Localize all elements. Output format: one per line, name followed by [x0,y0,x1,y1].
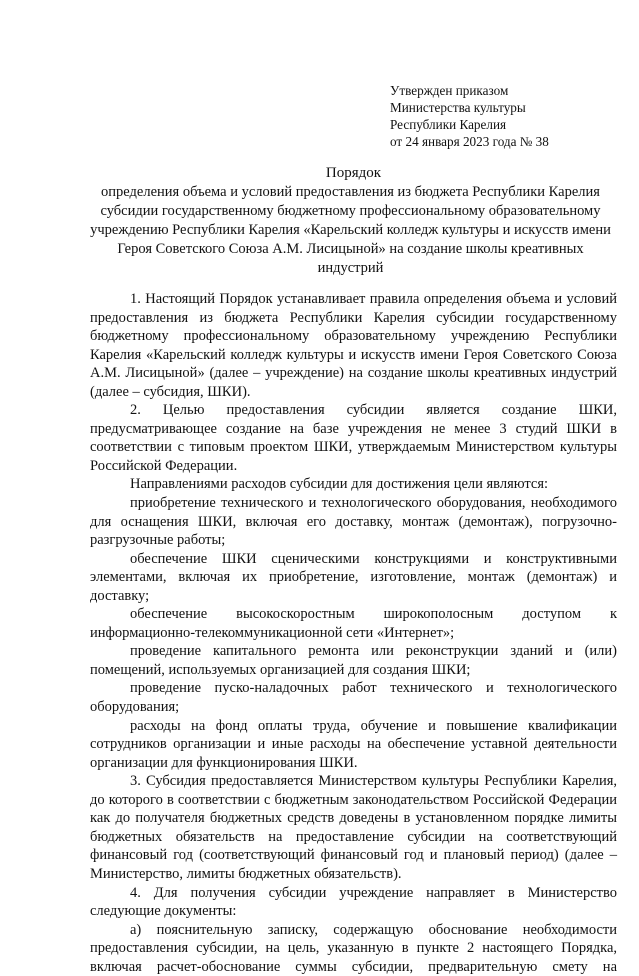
body-text-line: сотрудников организации и иные расходы на обеспечение уставной деятельности [90,736,617,753]
body-text-line: 3. Субсидия предоставляется Министерством культуры Республики Карелия, [130,773,617,790]
body-text-line: оборудования; [90,699,180,716]
body-text-line: Направлениями расходов субсидии для достижения цели являются: [130,476,549,493]
body-text-line: следующие документы: [90,903,237,920]
document-body [90,290,617,976]
body-text-line: обеспечение высокоскоростным широкополосным доступом к [130,606,617,623]
body-text-line: Российской Федерации. [90,457,238,474]
subtitle-line: субсидии государственному бюджетному профессиональному образовательному [100,203,601,219]
body-text-line: предоставления из бюджета Республики Карелия субсидии государственному [90,309,617,326]
body-text-line: до которого в соответствии с бюджетным законодательством Российской Федерации [90,791,617,808]
body-text-line: разгрузочные работы; [90,532,226,549]
approval-stamp [390,82,617,150]
body-text-line: (далее – субсидия, ШКИ). [90,383,251,400]
approval-line: Министерства культуры [390,100,526,115]
body-text-line: предусматривающее создание на базе учреждения не менее 3 студий ШКИ в [90,420,617,437]
approval-line: от 24 января 2023 года № 38 [390,134,549,149]
subtitle-line: определения объема и условий предоставления из бюджета Республики Карелия [101,184,600,200]
body-text-line: 4. Для получения субсидии учреждение направляет в Министерство [130,884,617,901]
body-text-line: а) пояснительную записку, содержащую обоснование необходимости [130,921,617,938]
body-text-line: расходы на фонд оплаты труда, обучение и повышение квалификации [130,717,617,734]
approval-line: Утвержден приказом [390,83,509,98]
body-text-line: бюджетных обязательств на предоставление субсидии на соответствующий [90,828,617,845]
body-text-line: организации для функционирования ШКИ. [90,754,358,771]
body-text-line: информационно-телекоммуникационной сети «Интернет»; [90,624,455,641]
body-text-line: доставку; [90,587,150,604]
subtitle-line: Героя Советского Союза А.М. Лисицыной» на создание школы креативных [117,241,584,257]
body-text-line: соответствии с типовым проектом ШКИ, утверждаемым Министерством культуры [90,439,617,456]
body-text-line: приобретение технического и технологического оборудования, необходимого [130,495,617,512]
document-title: Порядок [325,165,382,181]
document-subtitle [80,183,621,278]
body-text-line: А.М. Лисицыной» (далее – учреждение) на создание школы креативных индустрий [90,365,617,382]
body-text-line: для оснащения ШКИ, включая его доставку, монтаж (демонтаж), погрузочно- [90,513,617,530]
body-text-line: проведение капитального ремонта или реконструкции зданий и (или) [130,643,617,660]
body-text-line: 1. Настоящий Порядок устанавливает правила определения объема и условий [130,291,617,307]
body-text-line: проведение пуско-наладочных работ технического и технологического [130,680,617,697]
body-text-line: элементами, включая их приобретение, изготовление, монтаж (демонтаж) и [90,569,617,586]
subtitle-line: индустрий [317,260,384,276]
body-text-line: Карелия «Карельский колледж культуры и искусств имени Героя Советского Союза [90,346,617,363]
body-text-line: обеспечение ШКИ сценическими конструкциями и конструктивными [130,550,617,567]
body-text-line: предоставления субсидии, на цель, указанную в пункте 2 настоящего Порядка, [90,940,617,957]
body-text-line: 2. Целью предоставления субсидии является создание ШКИ, [130,402,617,419]
body-text-line: финансовый год (соответствующий финансовый год и плановый период) (далее – [90,847,617,864]
subtitle-line: учреждению Республики Карелия «Карельский колледж культуры и искусств имени [90,222,611,238]
body-text-line: бюджетному профессиональному образовательному учреждению Республики [90,328,617,345]
approval-line: Республики Карелия [390,117,507,132]
body-text-line: Министерство, лимиты бюджетных обязательств). [90,865,402,882]
body-text-line: как до получателя бюджетных средств доведены в установленном порядке лимиты [90,810,617,827]
body-text-line: помещений, используемых организацией для создания ШКИ; [90,661,471,678]
body-text-line: включая расчет-обоснование суммы субсидии, предварительную смету на [90,958,617,975]
